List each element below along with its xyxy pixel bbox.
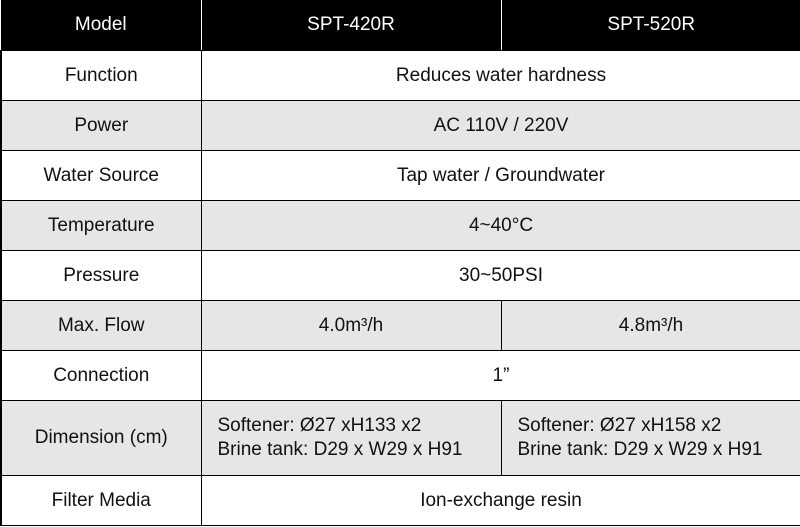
row-value: Tap water / Groundwater	[201, 151, 800, 201]
dimension-softener-line: Softener: Ø27 xH158 x2	[517, 415, 722, 436]
row-pressure	[1, 251, 800, 301]
dimension-brine-tank-line: Brine tank: D29 x W29 x H91	[217, 439, 463, 460]
row-label: Function	[1, 51, 201, 101]
row-value-spt-520r	[501, 401, 800, 476]
row-function	[1, 51, 800, 101]
row-label: Filter Media	[1, 476, 201, 526]
row-label: Connection	[1, 351, 201, 401]
model-spt-420r-header: SPT-420R	[201, 0, 501, 51]
row-connection	[1, 351, 800, 401]
row-max-flow	[1, 301, 800, 351]
row-power	[1, 101, 800, 151]
row-dimension	[1, 401, 800, 476]
row-label: Temperature	[1, 201, 201, 251]
row-value: 1”	[201, 351, 800, 401]
model-header: Model	[1, 0, 201, 51]
row-label: Power	[1, 101, 201, 151]
row-temperature	[1, 201, 800, 251]
row-value-spt-420r	[201, 401, 501, 476]
row-value: Reduces water hardness	[201, 51, 800, 101]
row-label: Dimension (cm)	[1, 401, 201, 476]
row-value: 4~40°C	[201, 201, 800, 251]
dimension-brine-tank-line: Brine tank: D29 x W29 x H91	[517, 439, 763, 460]
row-value-spt-520r: 4.8m³/h	[501, 301, 800, 351]
header-row	[1, 0, 800, 51]
row-label: Pressure	[1, 251, 201, 301]
row-label: Max. Flow	[1, 301, 201, 351]
row-water-source	[1, 151, 800, 201]
row-value-spt-420r: 4.0m³/h	[201, 301, 501, 351]
row-value: AC 110V / 220V	[201, 101, 800, 151]
row-value: Ion-exchange resin	[201, 476, 800, 526]
model-spt-520r-header: SPT-520R	[501, 0, 800, 51]
dimension-softener-line: Softener: Ø27 xH133 x2	[217, 415, 422, 436]
row-value: 30~50PSI	[201, 251, 800, 301]
row-filter-media	[1, 476, 800, 526]
row-label: Water Source	[1, 151, 201, 201]
